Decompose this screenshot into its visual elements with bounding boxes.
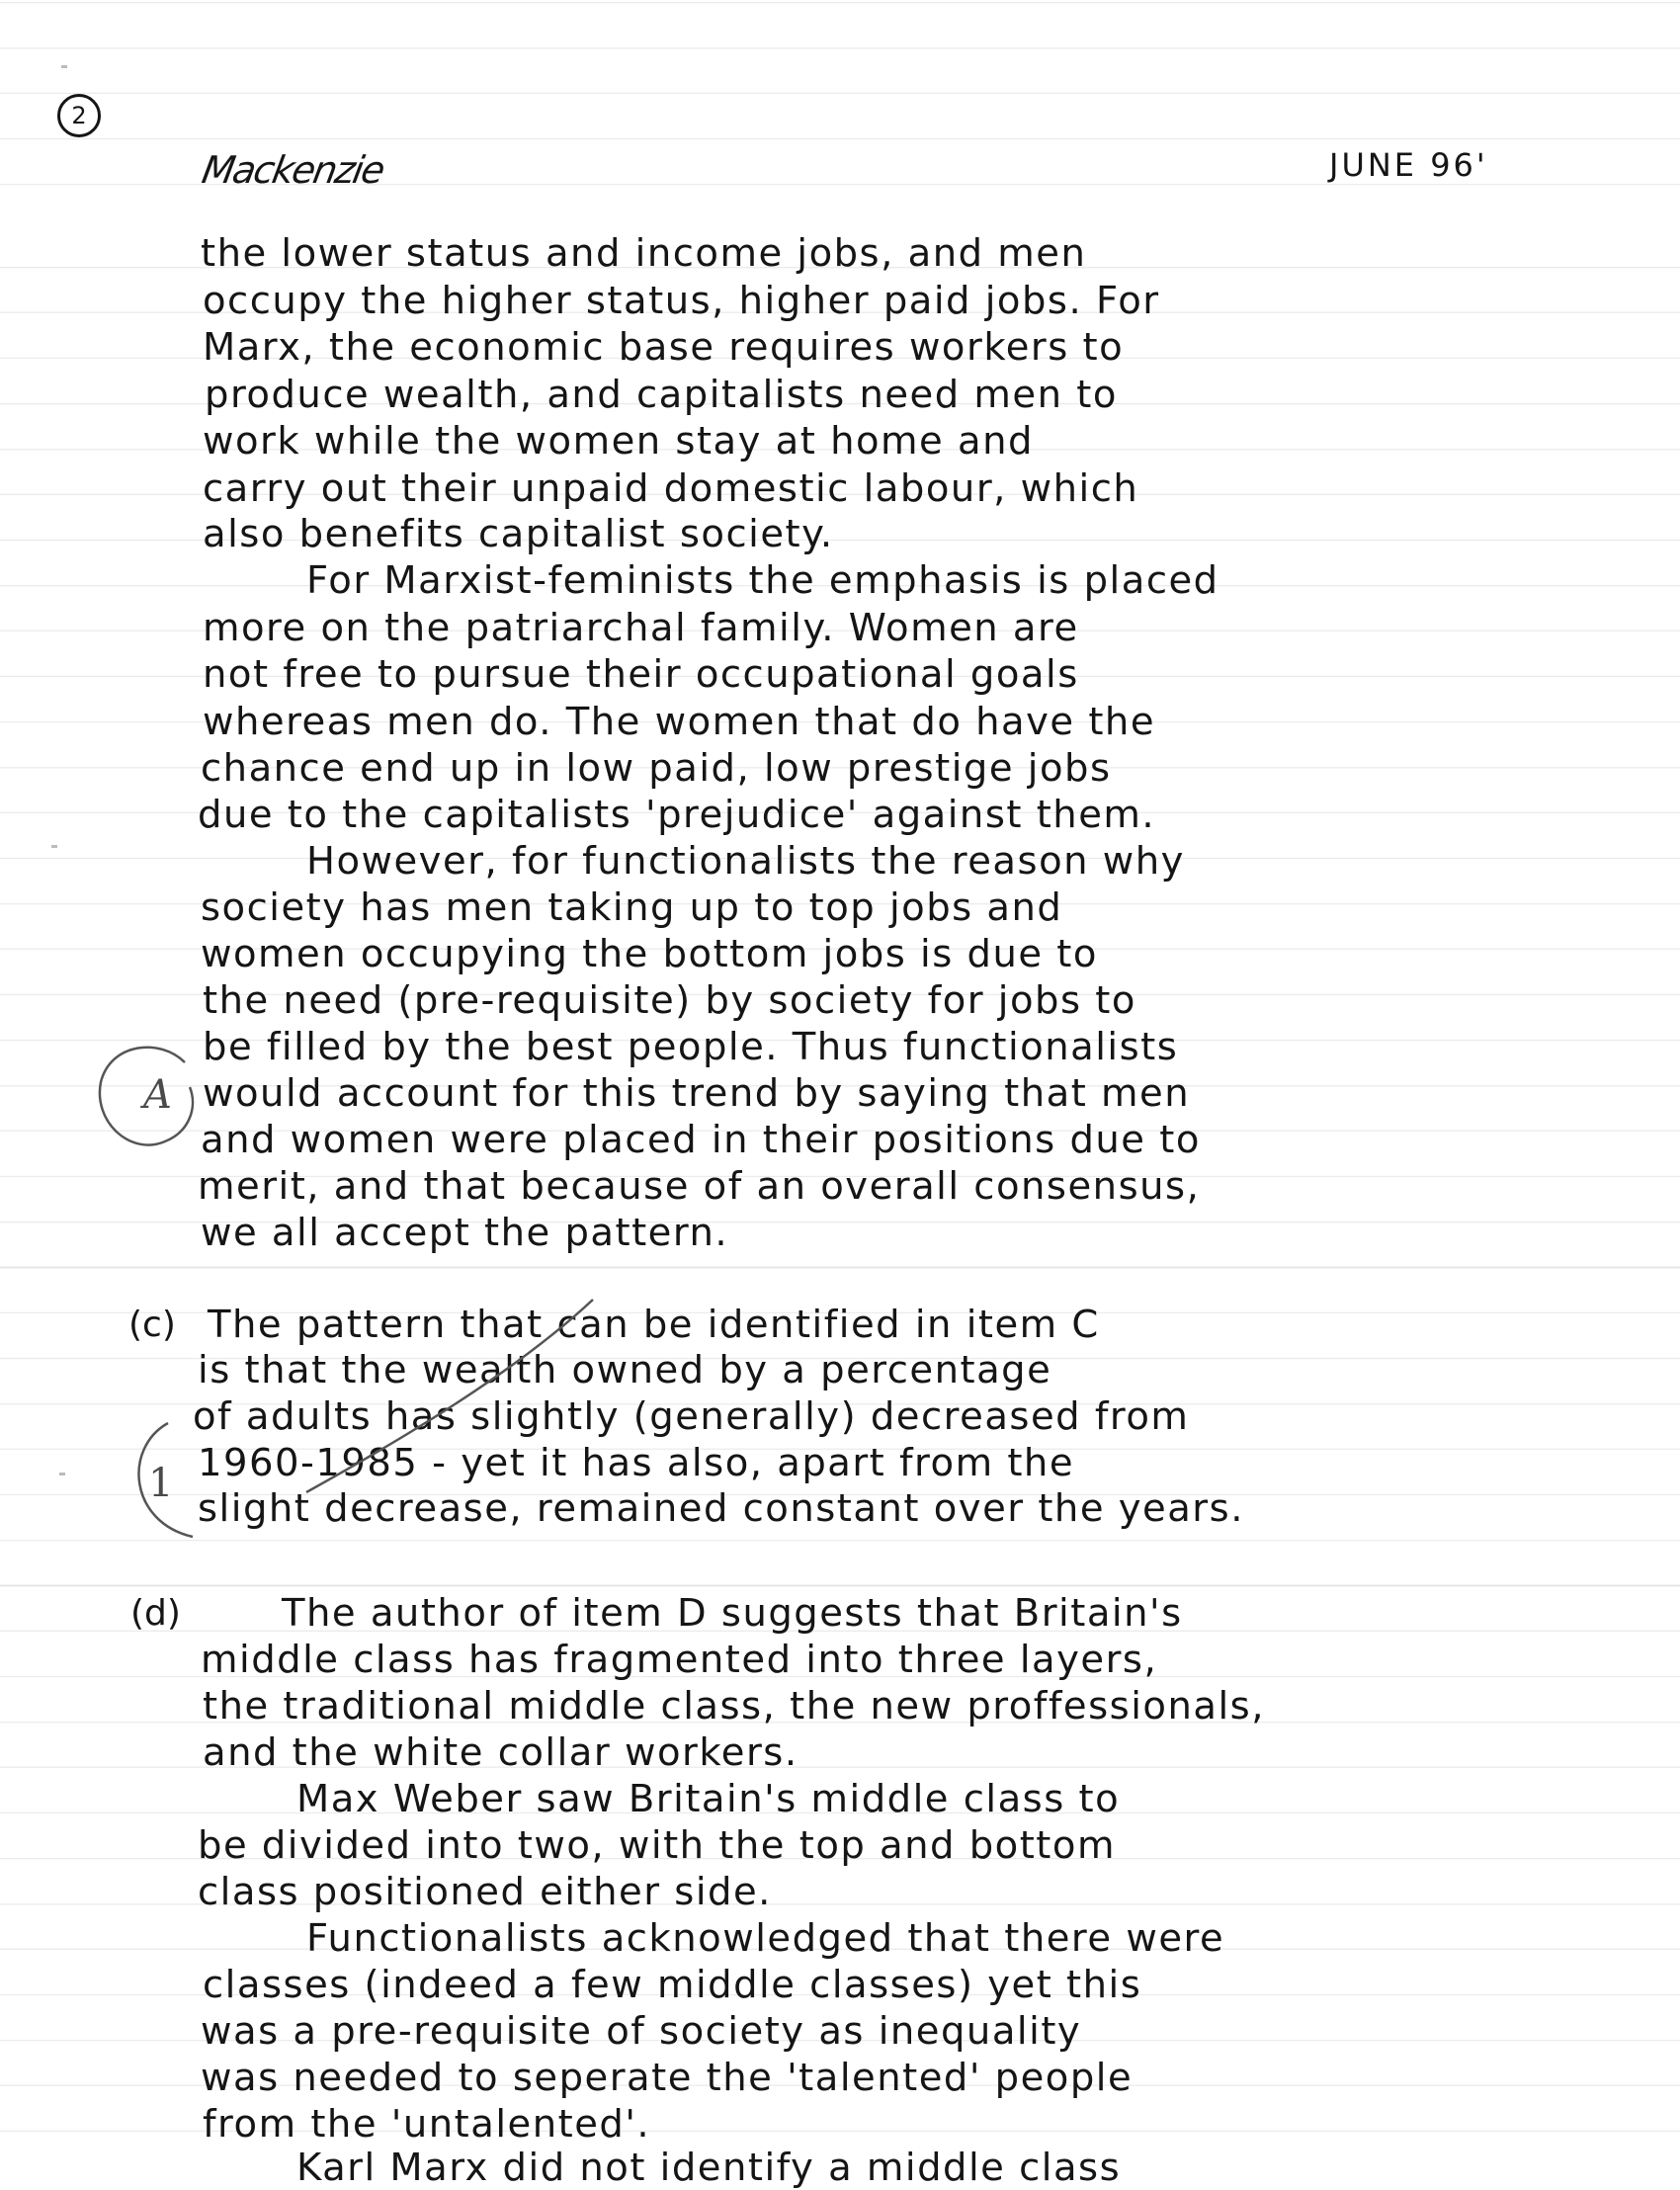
text-line: merit, and that because of an overall consensus, [198, 1164, 1201, 1209]
text-line: was needed to seperate the 'talented' people [201, 2056, 1134, 2100]
text-line: classes (indeed a few middle classes) yet this [203, 1963, 1142, 2007]
text-line: the traditional middle class, the new proffessionals, [203, 1684, 1265, 1728]
text-line: also benefits capitalist society. [203, 512, 834, 556]
text-line: and women were placed in their positions due to [201, 1118, 1201, 1162]
text-line: chance end up in low paid, low prestige jobs [201, 746, 1112, 791]
scan-artifact [61, 65, 67, 68]
text-line: more on the patriarchal family. Women are [203, 606, 1079, 650]
text-line: produce wealth, and capitalists need men to [205, 373, 1118, 417]
text-line: society has men taking up to top jobs and [201, 885, 1063, 930]
student-signature: Mackenzie [199, 148, 387, 192]
text-line: middle class has fragmented into three layers, [201, 1638, 1158, 1682]
text-line: be filled by the best people. Thus functionalists [203, 1025, 1179, 1069]
text-line: is that the wealth owned by a percentage [198, 1348, 1052, 1392]
scan-artifact [59, 1473, 65, 1475]
text-line: whereas men do. The women that do have the [203, 700, 1156, 744]
text-line: Karl Marx did not identify a middle class [296, 2146, 1122, 2190]
text-line: The author of item D suggests that Britain's [282, 1591, 1183, 1636]
text-line: occupy the higher status, higher paid jobs. For [203, 279, 1160, 323]
text-line: 1960-1985 - yet it has also, apart from the [198, 1441, 1075, 1485]
text-line: would account for this trend by saying that men [203, 1071, 1191, 1116]
text-line: slight decrease, remained constant over the years. [198, 1486, 1244, 1531]
text-line: of adults has slightly (generally) decreased from [193, 1394, 1190, 1439]
section-d-label: (d) [130, 1593, 181, 1634]
text-line: For Marxist-feminists the emphasis is placed [306, 558, 1219, 603]
text-line: we all accept the pattern. [201, 1211, 729, 1255]
scan-artifact [51, 845, 57, 848]
date-label: JUNE 96' [1329, 146, 1488, 184]
page-number: 2 [57, 94, 101, 137]
text-line: Functionalists acknowledged that there were [306, 1916, 1225, 1961]
text-line: not free to pursue their occupational goals [203, 652, 1079, 697]
text-line: work while the women stay at home and [203, 419, 1034, 463]
examiner-grade-mark: A [143, 1072, 172, 1118]
text-line: the lower status and income jobs, and men [201, 231, 1087, 276]
text-line: However, for functionalists the reason why [306, 839, 1185, 884]
text-line: women occupying the bottom jobs is due to [201, 932, 1098, 976]
examiner-tick-mark [99, 1285, 613, 1552]
text-line: Marx, the economic base requires workers to [203, 325, 1125, 370]
section-c-label: (c) [128, 1305, 176, 1345]
text-line: The pattern that can be identified in item C [208, 1303, 1100, 1347]
text-line: and the white collar workers. [203, 1730, 798, 1775]
text-line: the need (pre-requisite) by society for jobs to [203, 978, 1136, 1023]
text-line: class positioned either side. [198, 1870, 772, 1914]
text-line: due to the capitalists 'prejudice' against them. [198, 793, 1156, 837]
examiner-score-mark: 1 [148, 1461, 174, 1506]
text-line: from the 'untalented'. [203, 2102, 651, 2147]
text-line: be divided into two, with the top and bottom [198, 1823, 1116, 1868]
text-line: Max Weber saw Britain's middle class to [296, 1777, 1121, 1821]
text-line: carry out their unpaid domestic labour, which [203, 466, 1139, 511]
text-line: was a pre-requisite of society as inequality [201, 2009, 1082, 2054]
